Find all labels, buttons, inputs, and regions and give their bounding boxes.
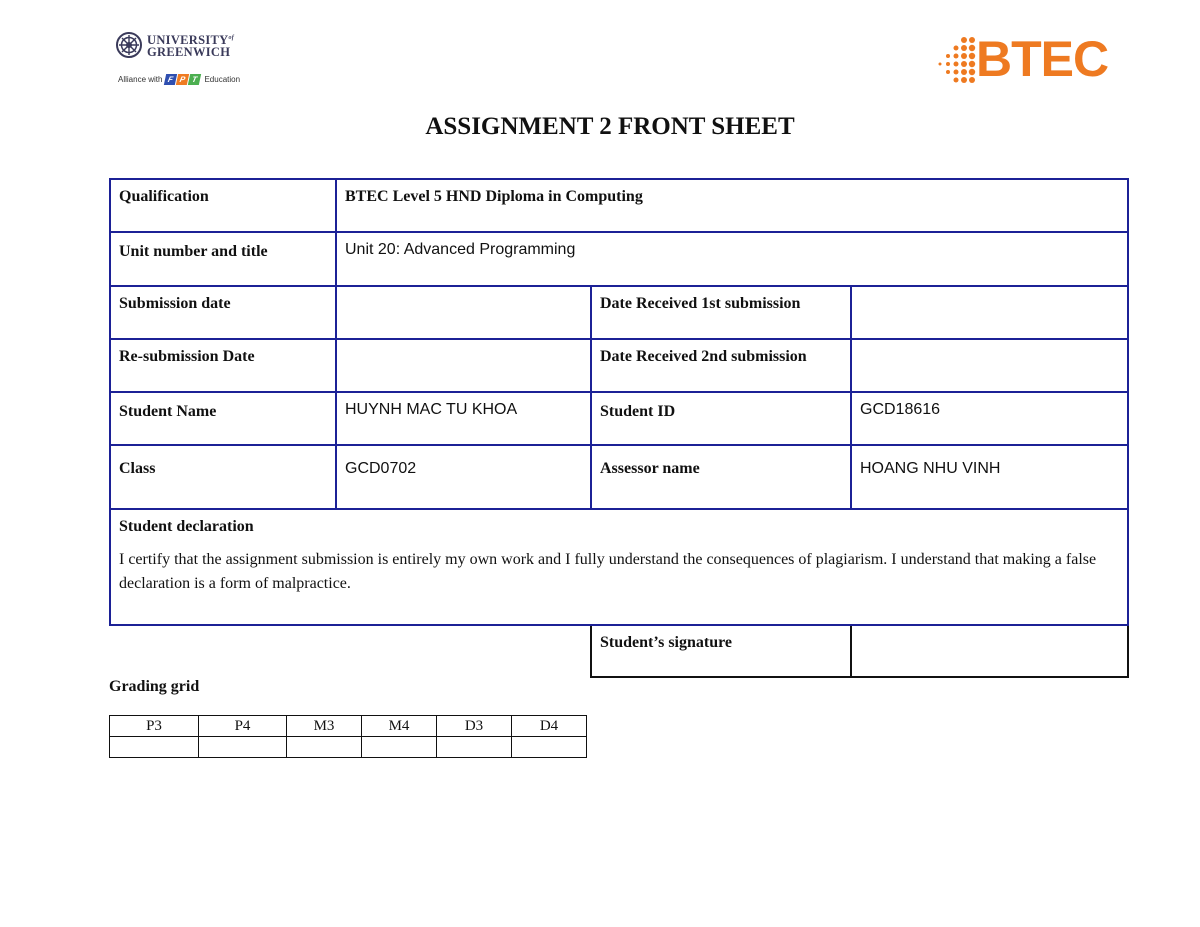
student-row bbox=[110, 392, 1128, 445]
student-id-value: GCD18616 bbox=[851, 392, 1128, 445]
declaration-label: Student declaration bbox=[119, 518, 254, 535]
grade-header-d4: D4 bbox=[512, 716, 587, 737]
grade-value-m3[interactable] bbox=[287, 737, 362, 758]
fpt-letter-f: F bbox=[164, 74, 177, 85]
received1-value[interactable] bbox=[851, 286, 1128, 339]
university-greenwich-logo bbox=[116, 32, 256, 94]
received2-label: Date Received 2nd submission bbox=[591, 339, 851, 392]
fpt-logo bbox=[165, 74, 201, 85]
declaration-row bbox=[110, 509, 1128, 625]
assessor-value: HOANG NHU VINH bbox=[851, 445, 1128, 509]
alliance-row bbox=[118, 74, 240, 85]
submission-value[interactable] bbox=[336, 286, 591, 339]
resubmission-label: Re-submission Date bbox=[110, 339, 336, 392]
fpt-letter-p: P bbox=[176, 74, 189, 85]
unit-label: Unit number and title bbox=[110, 232, 336, 286]
grade-header-p4: P4 bbox=[199, 716, 287, 737]
btec-logo bbox=[934, 31, 1120, 90]
signature-spacer bbox=[110, 625, 591, 677]
resubmission-row bbox=[110, 339, 1128, 392]
student-name-label: Student Name bbox=[110, 392, 336, 445]
grade-header-m3: M3 bbox=[287, 716, 362, 737]
grading-grid-title: Grading grid bbox=[109, 678, 200, 695]
grade-header-d3: D3 bbox=[437, 716, 512, 737]
qualification-value: BTEC Level 5 HND Diploma in Computing bbox=[336, 179, 1128, 232]
received1-label: Date Received 1st submission bbox=[591, 286, 851, 339]
university-crest-icon bbox=[116, 32, 142, 58]
unit-value: Unit 20: Advanced Programming bbox=[336, 232, 1128, 286]
student-name-value: HUYNH MAC TU KHOA bbox=[336, 392, 591, 445]
qualification-row bbox=[110, 179, 1128, 232]
grade-value-d4[interactable] bbox=[512, 737, 587, 758]
declaration-text: I certify that the assignment submission is entirely my own work and I fully understand the consequences of plagiarism. I understand that making a false declaration is a form of malpractice. bbox=[119, 551, 1097, 592]
btec-dots-icon bbox=[934, 34, 978, 90]
qualification-label: Qualification bbox=[110, 179, 336, 232]
declaration-cell bbox=[110, 509, 1128, 625]
grade-header-p3: P3 bbox=[110, 716, 199, 737]
education-text: Education bbox=[204, 75, 241, 84]
unit-row bbox=[110, 232, 1128, 286]
signature-label: Student’s signature bbox=[591, 625, 851, 677]
assessor-label: Assessor name bbox=[591, 445, 851, 509]
submission-row bbox=[110, 286, 1128, 339]
class-label: Class bbox=[110, 445, 336, 509]
grade-value-m4[interactable] bbox=[362, 737, 437, 758]
btec-wordmark: BTEC bbox=[976, 31, 1109, 87]
signature-value[interactable] bbox=[851, 625, 1128, 677]
class-value: GCD0702 bbox=[336, 445, 591, 509]
university-of: of bbox=[228, 35, 235, 41]
signature-row bbox=[110, 625, 1128, 677]
grading-grid-table bbox=[109, 715, 587, 758]
resubmission-value[interactable] bbox=[336, 339, 591, 392]
grade-header-m4: M4 bbox=[362, 716, 437, 737]
student-id-label: Student ID bbox=[591, 392, 851, 445]
fpt-letter-t: T bbox=[188, 74, 201, 85]
university-line1: UNIVERSITY bbox=[147, 33, 229, 48]
university-line2: GREENWICH bbox=[147, 45, 231, 60]
grade-value-p3[interactable] bbox=[110, 737, 199, 758]
grade-value-p4[interactable] bbox=[199, 737, 287, 758]
grade-value-d3[interactable] bbox=[437, 737, 512, 758]
alliance-text: Alliance with bbox=[118, 75, 163, 84]
received2-value[interactable] bbox=[851, 339, 1128, 392]
grading-value-row bbox=[110, 737, 587, 758]
grading-header-row bbox=[110, 716, 587, 737]
submission-label: Submission date bbox=[110, 286, 336, 339]
class-row bbox=[110, 445, 1128, 509]
front-sheet-table bbox=[109, 178, 1129, 678]
page-title: ASSIGNMENT 2 FRONT SHEET bbox=[425, 113, 795, 140]
university-name bbox=[147, 32, 234, 58]
